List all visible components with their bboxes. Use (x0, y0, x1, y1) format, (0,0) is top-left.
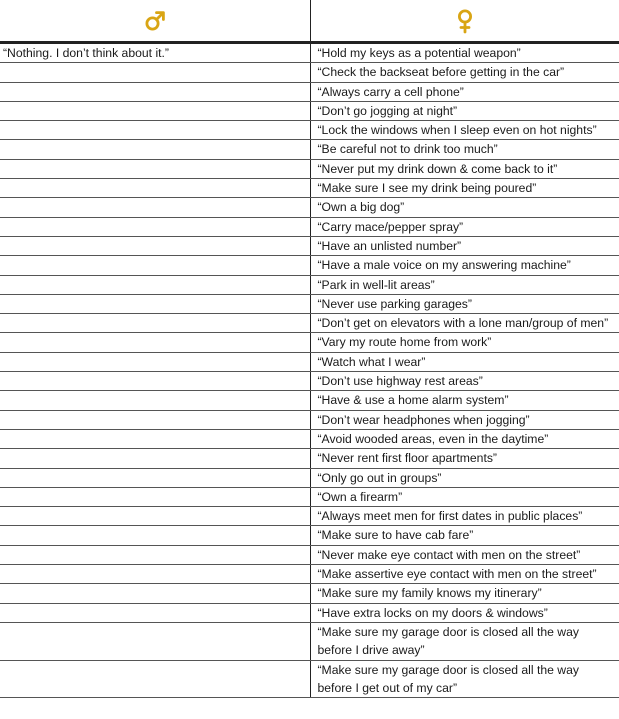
table-row (0, 545, 619, 564)
female-answer-cell: “Watch what I wear” (310, 352, 619, 371)
table-row (0, 660, 619, 698)
female-answer-cell: “Carry mace/pepper spray” (310, 217, 619, 236)
male-answer-cell (0, 236, 310, 255)
female-answer-cell: “Own a firearm” (310, 487, 619, 506)
female-column-header (310, 0, 619, 43)
table-row (0, 429, 619, 448)
female-answer-cell: “Park in well-lit areas” (310, 275, 619, 294)
female-answer-cell: “Have & use a home alarm system” (310, 391, 619, 410)
male-answer-cell (0, 198, 310, 217)
table-row (0, 217, 619, 236)
table-row (0, 526, 619, 545)
table-row (0, 622, 619, 660)
female-answer-cell: “Lock the windows when I sleep even on hot nights” (310, 121, 619, 140)
male-answer-cell (0, 429, 310, 448)
female-answer-cell: “Make sure my garage door is closed all the way before I get out of my car” (310, 660, 619, 698)
table-row (0, 603, 619, 622)
female-answer-cell: “Avoid wooded areas, even in the daytime” (310, 429, 619, 448)
header-row (0, 0, 619, 43)
male-answer-cell (0, 179, 310, 198)
female-answer-cell: “Don’t use highway rest areas” (310, 372, 619, 391)
male-answer-cell (0, 140, 310, 159)
female-answer-cell: “Never use parking garages” (310, 294, 619, 313)
male-answer-cell (0, 584, 310, 603)
table-row (0, 352, 619, 371)
table-row (0, 565, 619, 584)
male-answer-cell (0, 526, 310, 545)
male-answer-cell (0, 217, 310, 236)
male-answer-cell (0, 314, 310, 333)
table-row (0, 275, 619, 294)
female-answer-cell: “Own a big dog” (310, 198, 619, 217)
table-row (0, 236, 619, 255)
table-row (0, 140, 619, 159)
female-answer-cell: “Don’t go jogging at night” (310, 101, 619, 120)
table-row (0, 82, 619, 101)
table-row (0, 256, 619, 275)
male-answer-cell (0, 159, 310, 178)
male-symbol-icon (143, 9, 167, 33)
female-answer-cell: “Hold my keys as a potential weapon” (310, 43, 619, 63)
table-row (0, 43, 619, 63)
male-answer-cell (0, 565, 310, 584)
female-answer-cell: “Only go out in groups” (310, 468, 619, 487)
male-answer-cell (0, 372, 310, 391)
table-row (0, 391, 619, 410)
female-answer-cell: “Don’t wear headphones when jogging” (310, 410, 619, 429)
male-answer-cell (0, 449, 310, 468)
table-row (0, 121, 619, 140)
female-answer-cell: “Always meet men for first dates in public places” (310, 507, 619, 526)
female-answer-cell: “Make assertive eye contact with men on the street” (310, 565, 619, 584)
male-answer-cell: “Nothing. I don’t think about it.” (0, 43, 310, 63)
female-symbol-icon (455, 8, 475, 34)
female-answer-cell: “Check the backseat before getting in the car” (310, 63, 619, 82)
male-answer-cell (0, 256, 310, 275)
female-answer-cell: “Have extra locks on my doors & windows” (310, 603, 619, 622)
table-row (0, 507, 619, 526)
female-answer-cell: “Be careful not to drink too much” (310, 140, 619, 159)
male-answer-cell (0, 333, 310, 352)
male-answer-cell (0, 622, 310, 660)
male-answer-cell (0, 391, 310, 410)
female-answer-cell: “Vary my route home from work” (310, 333, 619, 352)
table-row (0, 314, 619, 333)
table-row (0, 179, 619, 198)
table-row (0, 584, 619, 603)
male-column-header (0, 0, 310, 43)
male-answer-cell (0, 603, 310, 622)
female-answer-cell: “Make sure to have cab fare” (310, 526, 619, 545)
male-answer-cell (0, 101, 310, 120)
table-row (0, 410, 619, 429)
female-answer-cell: “Make sure my garage door is closed all the way before I drive away” (310, 622, 619, 660)
table-row (0, 333, 619, 352)
female-answer-cell: “Never put my drink down & come back to it” (310, 159, 619, 178)
male-answer-cell (0, 660, 310, 698)
female-answer-cell: “Have an unlisted number” (310, 236, 619, 255)
female-answer-cell: “Make sure I see my drink being poured” (310, 179, 619, 198)
male-answer-cell (0, 487, 310, 506)
female-answer-cell: “Always carry a cell phone” (310, 82, 619, 101)
female-answer-cell: “Have a male voice on my answering machine” (310, 256, 619, 275)
male-answer-cell (0, 545, 310, 564)
male-answer-cell (0, 63, 310, 82)
table-row (0, 468, 619, 487)
female-answer-cell: “Never rent first floor apartments” (310, 449, 619, 468)
female-answer-cell: “Make sure my family knows my itinerary” (310, 584, 619, 603)
male-answer-cell (0, 275, 310, 294)
male-answer-cell (0, 294, 310, 313)
male-answer-cell (0, 468, 310, 487)
male-answer-cell (0, 121, 310, 140)
table-row (0, 294, 619, 313)
male-answer-cell (0, 82, 310, 101)
table-row (0, 198, 619, 217)
table-row (0, 449, 619, 468)
table-row (0, 101, 619, 120)
table-row (0, 487, 619, 506)
table-row (0, 372, 619, 391)
male-answer-cell (0, 352, 310, 371)
male-answer-cell (0, 507, 310, 526)
table-row (0, 63, 619, 82)
female-answer-cell: “Never make eye contact with men on the street” (310, 545, 619, 564)
female-answer-cell: “Don’t get on elevators with a lone man/group of men” (310, 314, 619, 333)
table-row (0, 159, 619, 178)
male-answer-cell (0, 410, 310, 429)
